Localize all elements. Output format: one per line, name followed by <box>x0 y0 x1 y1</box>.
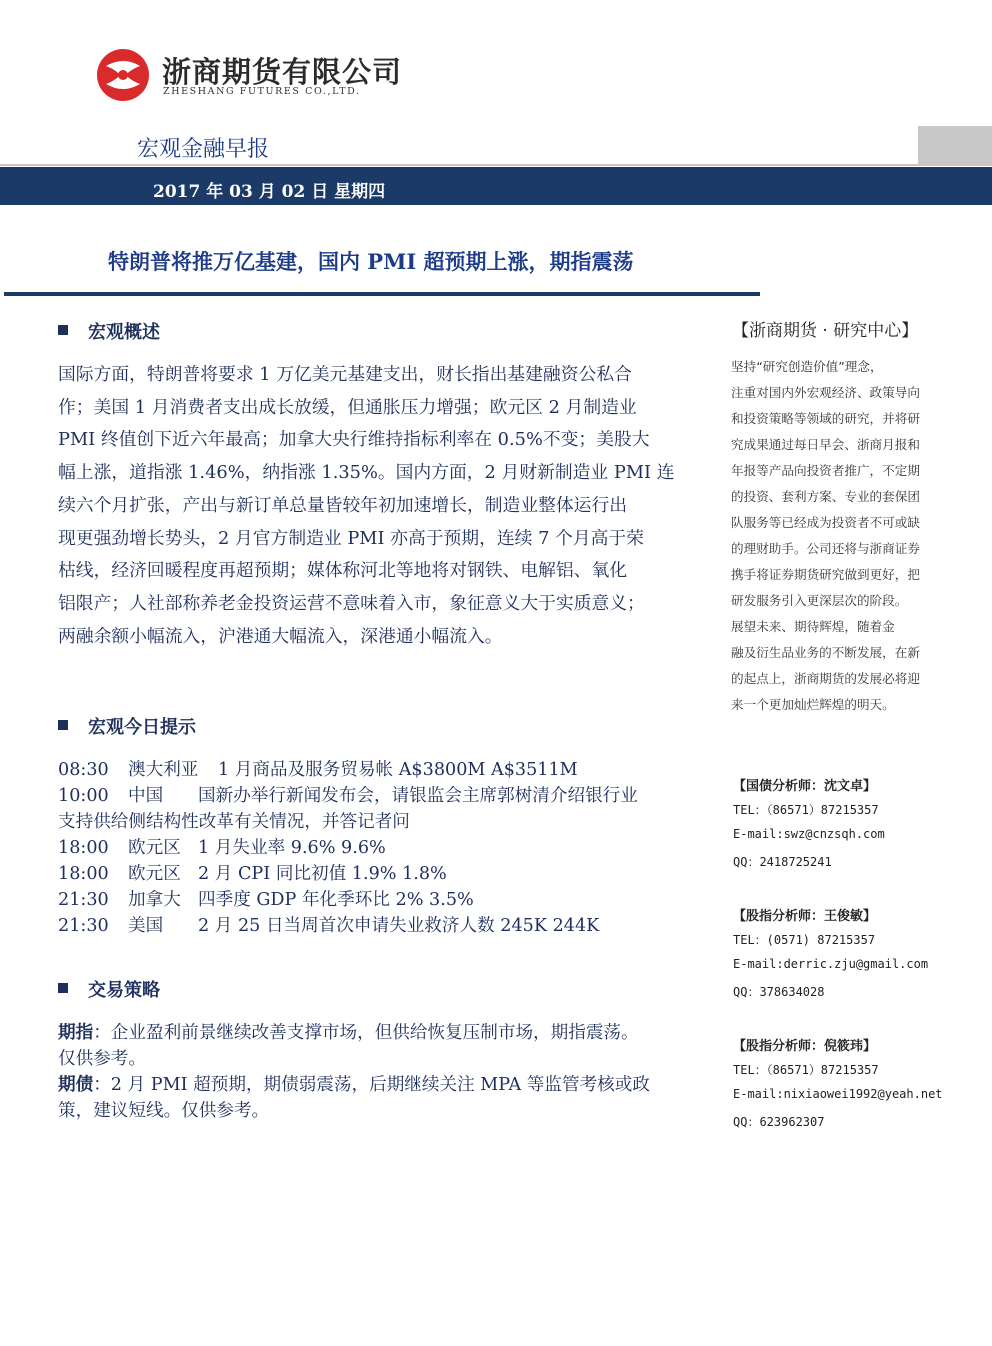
calendar-item <box>58 887 718 913</box>
header-decoration <box>918 126 992 165</box>
sidebar-line: 携手将证券期货研究做到更好，把 <box>731 567 920 582</box>
sidebar-line: 融及衍生品业务的不断发展，在新 <box>731 645 920 660</box>
bullet-square-icon <box>58 325 68 335</box>
analyst-qq: QQ：623962307 <box>733 1115 825 1129</box>
section-heading-text: 交易策略 <box>88 980 160 1001</box>
sidebar-line: 来一个更加灿烂辉煌的明天。 <box>731 697 895 712</box>
overview-line: PMI 终值创下近六年最高；加拿大央行维持指标利率在 0.5%不变；美股大 <box>58 429 650 451</box>
strategy-block <box>58 1020 718 1124</box>
event-time: 18:00 <box>58 838 109 858</box>
event-time: 21:30 <box>58 916 109 936</box>
sidebar-line: 研发服务引入更深层次的阶段。 <box>731 593 908 608</box>
event-region: 澳大利亚 <box>128 760 199 780</box>
sidebar-title: 【浙商期货 · 研究中心】 <box>732 321 919 341</box>
analyst-email[interactable]: E-mail:nixiaowei1992@yeah.net <box>733 1087 943 1101</box>
analyst-qq: QQ：2418725241 <box>733 855 832 869</box>
event-time: 08:30 <box>58 760 109 780</box>
sidebar-line: 年报等产品向投资者推广，不定期 <box>731 463 920 478</box>
report-date: 2017 年 03 月 02 日 星期四 <box>153 182 386 202</box>
report-title: 宏观金融早报 <box>137 137 270 162</box>
sidebar-outlook-paragraph <box>731 614 957 718</box>
sidebar-line: 的起点上，浙商期货的发展必将迎 <box>731 671 920 686</box>
sidebar-line: 和投资策略等领域的研究，并将研 <box>731 411 920 426</box>
analyst-heading: 【股指分析师：倪筱玮】 <box>733 1039 877 1054</box>
event-time: 18:00 <box>58 864 109 884</box>
overview-line: 枯线，经济回暖程度再超预期；媒体称河北等地将对钢铁、电解铝、氧化 <box>58 560 628 582</box>
event-text: 四季度 GDP 年化季环比 2% 3.5% <box>198 890 474 910</box>
overview-line: 作；美国 1 月消费者支出成长放缓，但通胀压力增强；欧元区 2 月制造业 <box>58 396 637 418</box>
section-heading-strategy <box>58 976 160 1002</box>
event-text: 2 月 CPI 同比初值 1.9% 1.8% <box>198 864 447 884</box>
event-region: 中国 <box>128 786 164 806</box>
strategy-index-label: 期指 <box>58 1023 94 1043</box>
date-bar <box>0 167 992 205</box>
calendar-item <box>58 861 718 887</box>
calendar-item <box>58 783 718 809</box>
sidebar-line: 的理财助手。公司还将与浙商证券 <box>731 541 920 556</box>
event-text: 国新办举行新闻发布会，请银监会主席郭树清介绍银行业 <box>198 786 638 806</box>
event-region: 美国 <box>128 916 164 936</box>
calendar-item <box>58 835 718 861</box>
event-time: 21:30 <box>58 890 109 910</box>
bullet-square-icon <box>58 720 68 730</box>
headline: 特朗普将推万亿基建，国内 PMI 超预期上涨，期指震荡 <box>108 249 634 274</box>
analyst-email[interactable]: E-mail:derric.zju@gmail.com <box>733 957 929 971</box>
strategy-index <box>58 1020 718 1046</box>
bullet-square-icon <box>58 983 68 993</box>
calendar-item-continuation <box>58 809 718 835</box>
sidebar-line: 坚持“研究创造价值”理念， <box>731 359 883 374</box>
analyst-phone: TEL：（86571）87215357 <box>733 803 879 817</box>
overview-line: 续六个月扩张，产出与新订单总量皆较年初加速增长，制造业整体运行出 <box>58 494 628 516</box>
strategy-bond <box>58 1072 718 1098</box>
sidebar-line: 究成果通过每日早会、浙商月报和 <box>731 437 920 452</box>
analyst-qq: QQ：378634028 <box>733 985 825 999</box>
analyst-phone: TEL：（86571）87215357 <box>733 1063 879 1077</box>
header-divider <box>0 164 992 166</box>
event-text: 1 月商品及服务贸易帐 A$3800M A$3511M <box>218 760 578 780</box>
company-name-cn: 浙商期货有限公司 <box>162 55 403 89</box>
sidebar-line: 展望未来、期待辉煌，随着金 <box>731 619 895 634</box>
calendar-item <box>58 913 718 939</box>
company-name-en: ZHESHANG FUTURES CO.,LTD. <box>163 86 361 97</box>
overview-line: 幅上涨，道指涨 1.46%，纳指涨 1.35%。国内方面，2 月财新制造业 PMI 连 <box>58 462 675 484</box>
event-time: 10:00 <box>58 786 109 806</box>
section-heading-text: 宏观今日提示 <box>88 717 196 738</box>
analyst-heading: 【国债分析师：沈文卓】 <box>733 779 877 794</box>
strategy-bond-label: 期债 <box>58 1075 94 1095</box>
sidebar-line: 的投资、套利方案、专业的套保团 <box>731 489 920 504</box>
calendar-item <box>58 757 718 783</box>
strategy-bond-continuation: 策，建议短线。仅供参考。 <box>58 1101 270 1121</box>
headline-rule <box>4 292 760 296</box>
overview-line: 现更强劲增长势头，2 月官方制造业 PMI 亦高于预期，连续 7 个月高于荣 <box>58 527 644 549</box>
section-heading-overview <box>58 318 160 344</box>
company-logo-icon <box>96 48 150 102</box>
event-region: 欧元区 <box>128 864 181 884</box>
event-region: 加拿大 <box>128 890 181 910</box>
sidebar-intro-paragraph <box>731 354 957 614</box>
strategy-index-text: ：企业盈利前景继续改善支撑市场，但供给恢复压制市场，期指震荡。 <box>93 1023 639 1043</box>
overview-line: 两融余额小幅流入，沪港通大幅流入，深港通小幅流入。 <box>58 625 503 647</box>
sidebar-line: 注重对国内外宏观经济、政策导向 <box>731 385 920 400</box>
section-heading-calendar <box>58 713 196 739</box>
event-text: 支持供给侧结构性改革有关情况，并答记者问 <box>58 812 410 832</box>
section-heading-text: 宏观概述 <box>88 322 160 343</box>
overview-paragraph <box>58 359 708 653</box>
event-region: 欧元区 <box>128 838 181 858</box>
strategy-index-continuation: 仅供参考。 <box>58 1049 146 1069</box>
sidebar-line: 队服务等已经成为投资者不可或缺 <box>731 515 920 530</box>
analyst-email[interactable]: E-mail:swz@cnzsqh.com <box>733 827 885 841</box>
overview-line: 国际方面，特朗普将要求 1 万亿美元基建支出，财长指出基建融资公私合 <box>58 364 632 385</box>
overview-line: 铝限产；人社部称养老金投资运营不意味着入市，象征意义大于实质意义； <box>58 592 645 614</box>
strategy-bond-text: ：2 月 PMI 超预期，期债弱震荡，后期继续关注 MPA 等监管考核或政 <box>93 1075 650 1095</box>
event-text: 2 月 25 日当周首次申请失业救济人数 245K 244K <box>198 916 600 936</box>
calendar-list <box>58 757 718 939</box>
analyst-phone: TEL：(0571) 87215357 <box>733 933 876 947</box>
event-text: 1 月失业率 9.6% 9.6% <box>198 838 386 858</box>
analyst-heading: 【股指分析师：王俊敏】 <box>733 909 877 924</box>
